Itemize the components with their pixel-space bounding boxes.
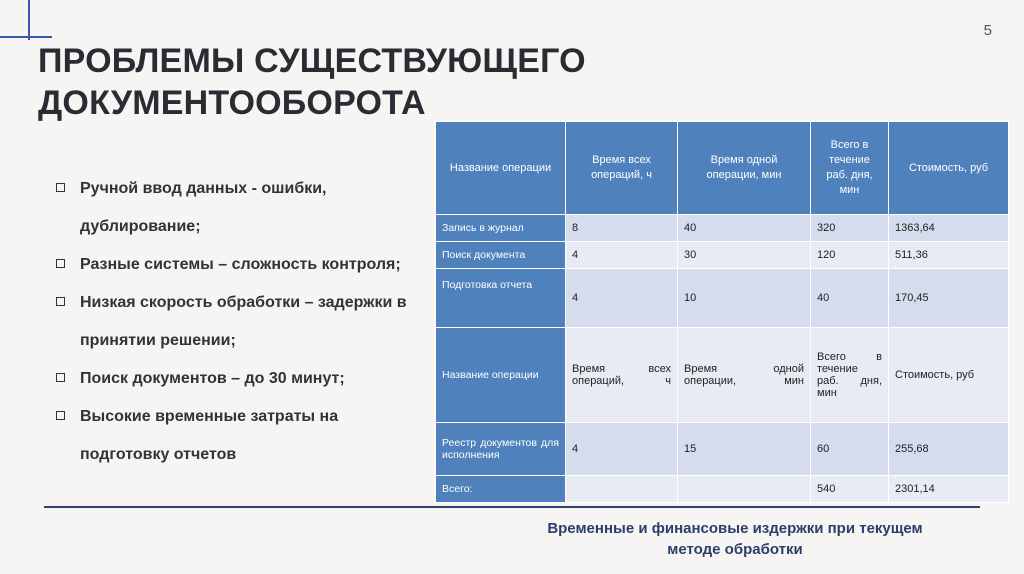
- header-cell: Название операции: [436, 122, 566, 215]
- table-cell: Стоимость, руб: [889, 328, 1009, 423]
- slide-title: [38, 40, 598, 124]
- corner-vertical-line: [28, 0, 30, 40]
- table-cell: 4: [566, 242, 678, 269]
- table-cell: [678, 476, 811, 503]
- table-row: [436, 242, 1009, 269]
- table-row: [436, 328, 1009, 423]
- table-cell: 2301,14: [889, 476, 1009, 503]
- row-name-cell: Реестр документов для исполнения: [436, 423, 566, 476]
- row-name-cell: Всего:: [436, 476, 566, 503]
- table-cell: 40: [678, 215, 811, 242]
- table-total-row: [436, 476, 1009, 503]
- checkbox-bullet-icon: [56, 259, 65, 268]
- table-cell: 4: [566, 423, 678, 476]
- table-row: [436, 215, 1009, 242]
- table-cell: Всего в течение раб. дня, мин: [811, 328, 889, 423]
- table-cell: 255,68: [889, 423, 1009, 476]
- title-line-2: ДОКУМЕНТООБОРОТА: [38, 84, 426, 122]
- footer-line-1: Временные и финансовые издержки при текущем: [547, 520, 923, 537]
- header-cell: Время одной операции, мин: [678, 122, 811, 215]
- table-cell: 170,45: [889, 269, 1009, 328]
- corner-horizontal-line: [0, 36, 52, 38]
- operations-table: [435, 121, 1009, 503]
- table-cell: 40: [811, 269, 889, 328]
- header-cell: Стоимость, руб: [889, 122, 1009, 215]
- checkbox-bullet-icon: [56, 183, 65, 192]
- list-item: Ручной ввод данных - ошибки, дублирование;: [56, 170, 436, 246]
- row-name-cell: Запись в журнал: [436, 215, 566, 242]
- footer-caption: [470, 518, 1000, 560]
- table-row: [436, 423, 1009, 476]
- checkbox-bullet-icon: [56, 373, 65, 382]
- checkbox-bullet-icon: [56, 411, 65, 420]
- problem-list: [56, 170, 436, 474]
- table-cell: 15: [678, 423, 811, 476]
- row-name-cell: Название операции: [436, 328, 566, 423]
- table-header-row: [436, 122, 1009, 215]
- footer-line-2: методе обработки: [667, 541, 803, 558]
- table-cell: 540: [811, 476, 889, 503]
- row-name-cell: Поиск документа: [436, 242, 566, 269]
- table-cell: [566, 476, 678, 503]
- table-cell: 1363,64: [889, 215, 1009, 242]
- table-cell: 120: [811, 242, 889, 269]
- header-cell: Время всех операций, ч: [566, 122, 678, 215]
- table-cell: 60: [811, 423, 889, 476]
- list-item: Поиск документов – до 30 минут;: [56, 360, 436, 398]
- table-cell: 10: [678, 269, 811, 328]
- footer-divider: [44, 506, 980, 508]
- list-item: Низкая скорость обработки – задержки в принятии решении;: [56, 284, 436, 360]
- table-cell: Время всех операций, ч: [566, 328, 678, 423]
- table-row: [436, 269, 1009, 328]
- table-cell: Время одной операции, мин: [678, 328, 811, 423]
- table-cell: 4: [566, 269, 678, 328]
- list-item: Разные системы – сложность контроля;: [56, 246, 436, 284]
- table-cell: 320: [811, 215, 889, 242]
- page-number: 5: [983, 22, 992, 39]
- table-cell: 30: [678, 242, 811, 269]
- table-cell: 8: [566, 215, 678, 242]
- list-item: Высокие временные затраты на подготовку отчетов: [56, 398, 436, 474]
- header-cell: Всего в течение раб. дня, мин: [811, 122, 889, 215]
- table-cell: 511,36: [889, 242, 1009, 269]
- checkbox-bullet-icon: [56, 297, 65, 306]
- title-line-1: ПРОБЛЕМЫ СУЩЕСТВУЮЩЕГО: [38, 42, 586, 80]
- row-name-cell: Подготовка отчета: [436, 269, 566, 328]
